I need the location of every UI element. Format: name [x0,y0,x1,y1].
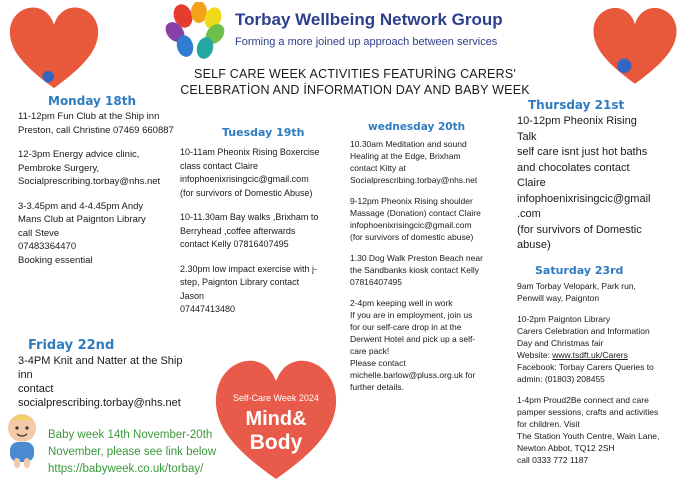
saturday-column [517,280,683,475]
monday-column [18,110,188,278]
thursday-title: Thursday 21st [528,98,625,112]
saturday-event: 1-4pm Proud2Be connect and care pamper sessions, crafts and activities for children. Visit The Station Youth Centre, Wain Lane, Newton Abbot, TQ12 2SH call 0333 772 1187 [517,395,660,465]
heart-decoration-right [590,4,680,88]
carers-website-link[interactable]: www.tsdft.uk/Carers [552,350,628,360]
wednesday-event: 2-4pm keeping well in work If you are in employment, join us for our self-care drop in at the Derwent Hotel and pick up a self- care pack! Please contact michelle.barlow@pluss.org.uk for further details. [350,298,476,392]
badge-line1: Self-Care Week 2024 [233,393,319,403]
friday-title: Friday 22nd [28,338,115,353]
org-tagline: Forming a more joined up approach between services [235,36,498,48]
self-care-week-badge [212,355,340,483]
saturday-event: 9am Torbay Velopark, Park run, Penwill way, Paignton [517,281,636,303]
org-name: Torbay Wellbeing Network Group [235,10,503,29]
wednesday-column [350,138,510,402]
friday-column [18,354,218,421]
wednesday-title: wednesday 20th [368,121,466,133]
baby-icon [2,412,42,470]
baby-week-text: Baby week 14th November-20th November, please see link below https://babyweek.co.uk/torbay/ [48,429,217,475]
badge-line3: Body [249,431,303,454]
heart-icon [593,8,676,84]
saturday-website-line [517,349,683,361]
dot-icon [617,59,631,73]
wednesday-event: 9-12pm Pheonix Rising shoulder Massage (Donation) contact Claire infophoenixrisingcic@gmail.com (for survivors of domestic abuse) [350,196,481,242]
website-label: Website: [517,350,553,360]
heart-decoration-left [6,4,102,92]
thursday-column [517,114,682,265]
tuesday-event: 10-11.30am Bay walks ,Brixham to Berryhead ,coffee afterwards contact Kelly 07816407495 [180,212,319,249]
thursday-event: 10-12pm Pheonix Rising Talk self care isnt just hot baths and chocolates contact Claire infophoenixrisingcic@gmail .com (for survivors of Domestic abuse) [517,115,651,251]
saturday-event: 10-2pm Paignton Library Carers Celebration and Information Day and Christmas fair [517,314,650,348]
monday-title: Monday 18th [48,94,137,108]
friday-event: 3-4PM Knit and Natter at the Ship inn contact socialprescribing.torbay@nhs.net [18,355,183,409]
tuesday-column [180,146,348,328]
badge-line2: Mind& [245,408,307,430]
heart-icon [10,8,98,89]
wednesday-event: 1.30 Dog Walk Preston Beach near the Sandbanks kiosk contact Kelly 07816407495 [350,253,483,287]
page-headline: SELF CARE WEEK ACTIVITIES FEATURİNG CARERS' CELEBRATİON AND İNFORMATION DAY AND BABY WEEK [180,67,530,97]
hands-logo [163,2,228,62]
tuesday-event: 2.30pm low impact exercise with j- step, Paignton Library contact Jason 07447413480 [180,263,318,314]
tuesday-title: Tuesday 19th [222,126,305,139]
monday-event: 3-3.45pm and 4-4.45pm Andy Mans Club at Paignton Library call Steve 07483364470 Booking essential [18,200,146,266]
wednesday-event: 10.30am Meditation and sound Healing at the Edge, Brixham contact Kitty at Socialprescribing.torbay@nhs.net [350,139,478,185]
dot-icon [43,71,54,82]
saturday-title: Saturday 23rd [535,264,624,277]
tuesday-event: 10-11am Pheonix Rising Boxercise class contact Claire infophoenixrisingcic@gmail.com (for survivors of Domestic Abuse) [180,147,320,198]
monday-event: 11-12pm Fun Club at the Ship inn Preston, call Christine 07469 660887 [18,111,174,136]
monday-event: 12-3pm Energy advice clinic, Pembroke Surgery, Socialprescribing.torbay@nhs.net [18,149,161,187]
saturday-facebook: Facebook: Torbay Carers Queries to admin: (01803) 208455 [517,362,654,384]
